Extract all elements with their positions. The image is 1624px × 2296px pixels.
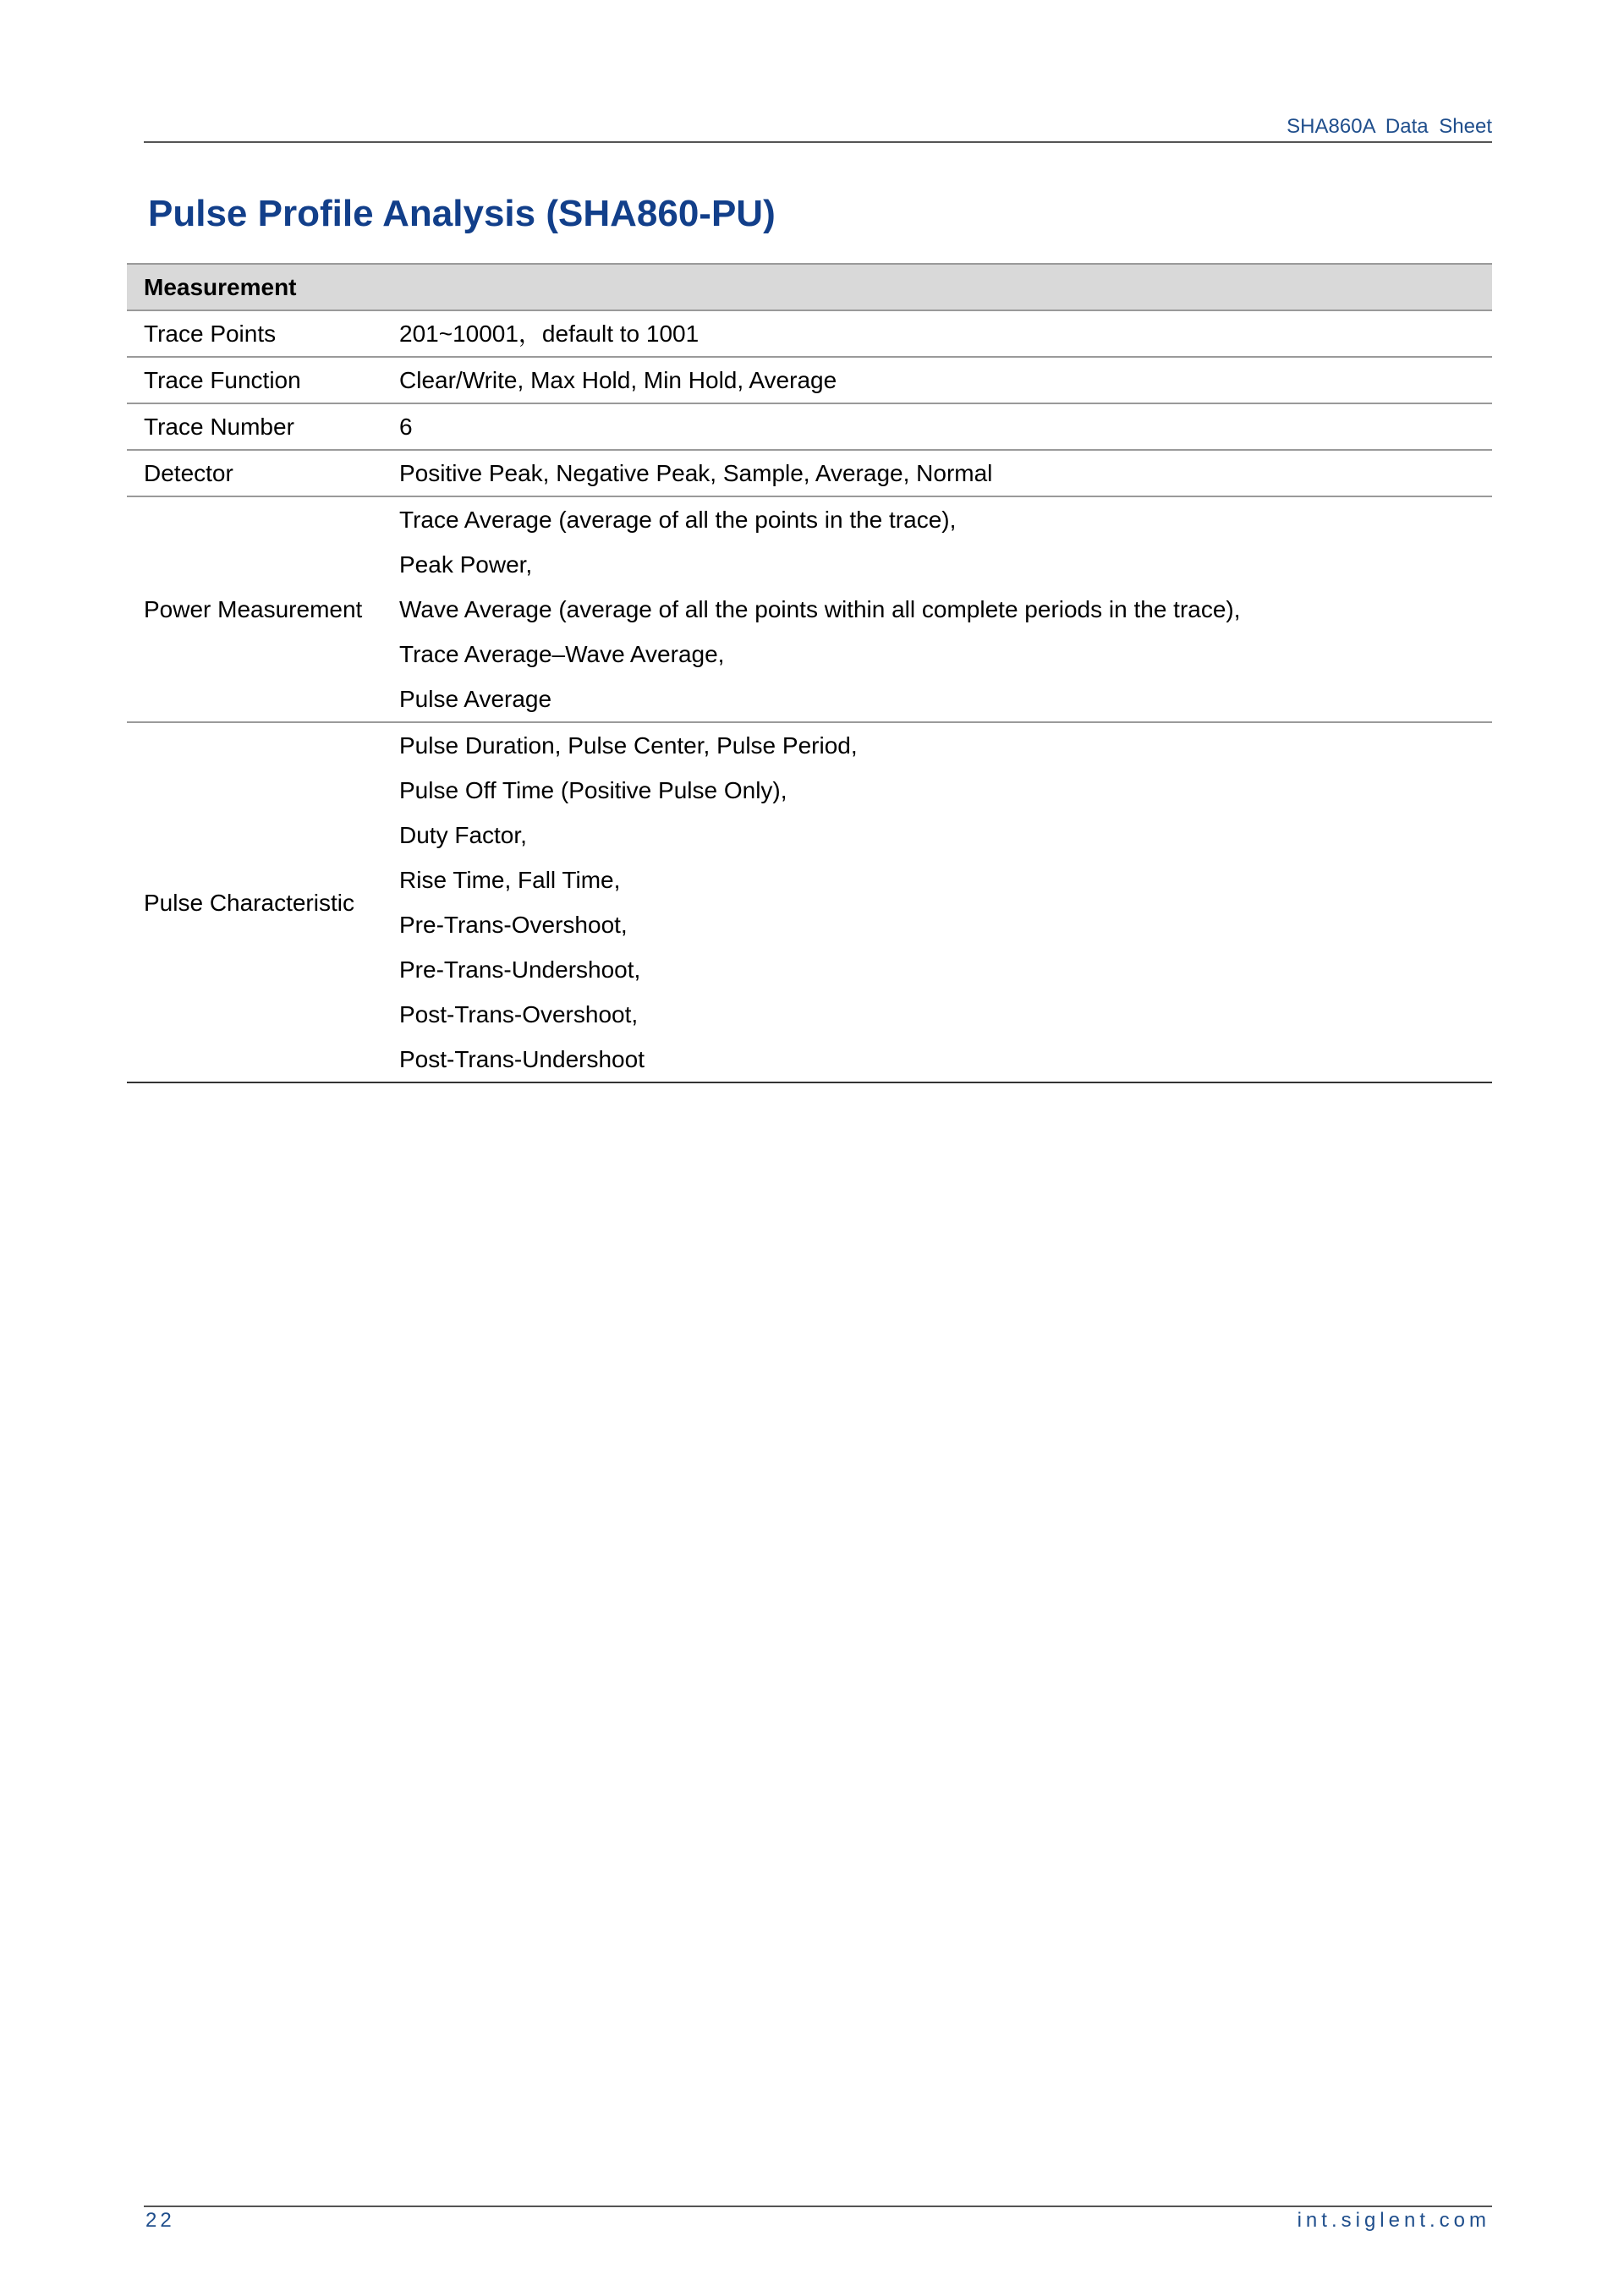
row-label: Pulse Characteristic [127,722,399,1082]
table-row-pulse-characteristic [127,722,1492,1082]
footer-url: int.siglent.com [1297,2209,1490,2232]
row-value-line: Pulse Average [399,686,552,712]
footer-page-number: 22 [145,2209,175,2232]
footer-rule [144,2206,1492,2207]
row-value-line: Pre-Trans-Undershoot, [399,956,641,983]
row-label: Trace Function [127,357,399,403]
row-value [399,450,1492,496]
row-label: Trace Number [127,403,399,450]
row-value-line: Peak Power, [399,551,533,578]
header-doc-title: SHA860A Data Sheet [1287,115,1492,138]
table-row-power-measurement [127,496,1492,722]
table-row-detector [127,450,1492,496]
row-value-line: Trace Average (average of all the points in the trace), [399,507,957,533]
row-value-line: 6 [399,414,413,440]
row-value-line: Trace Average–Wave Average, [399,641,725,667]
table-header-row [127,264,1492,310]
row-label: Detector [127,450,399,496]
table-row-trace-points [127,310,1492,357]
row-value [399,310,1492,357]
row-value-line: Rise Time, Fall Time, [399,867,621,893]
measurement-table [127,263,1492,1083]
header-rule [144,141,1492,143]
row-value-line: Pulse Duration, Pulse Center, Pulse Period, [399,732,858,759]
row-value-line: Post-Trans-Overshoot, [399,1001,639,1027]
table-row-trace-function [127,357,1492,403]
row-value-line: 201~10001，default to 1001 [399,321,700,347]
row-value-line: Clear/Write, Max Hold, Min Hold, Average [399,367,837,393]
section-title: Pulse Profile Analysis (SHA860-PU) [148,193,776,234]
row-value [399,403,1492,450]
row-value-line: Wave Average (average of all the points within all complete periods in the trace), [399,596,1241,622]
row-value [399,357,1492,403]
row-value-line: Pulse Off Time (Positive Pulse Only), [399,777,787,803]
row-value [399,722,1492,1082]
row-value-line: Post-Trans-Undershoot [399,1046,645,1072]
row-value-line: Duty Factor, [399,822,527,848]
row-label: Trace Points [127,310,399,357]
table-row-trace-number [127,403,1492,450]
row-value-line: Positive Peak, Negative Peak, Sample, Average, Normal [399,460,993,486]
table-header-cell: Measurement [127,264,1492,310]
row-value [399,496,1492,722]
row-label: Power Measurement [127,496,399,722]
row-value-line: Pre-Trans-Overshoot, [399,912,628,938]
